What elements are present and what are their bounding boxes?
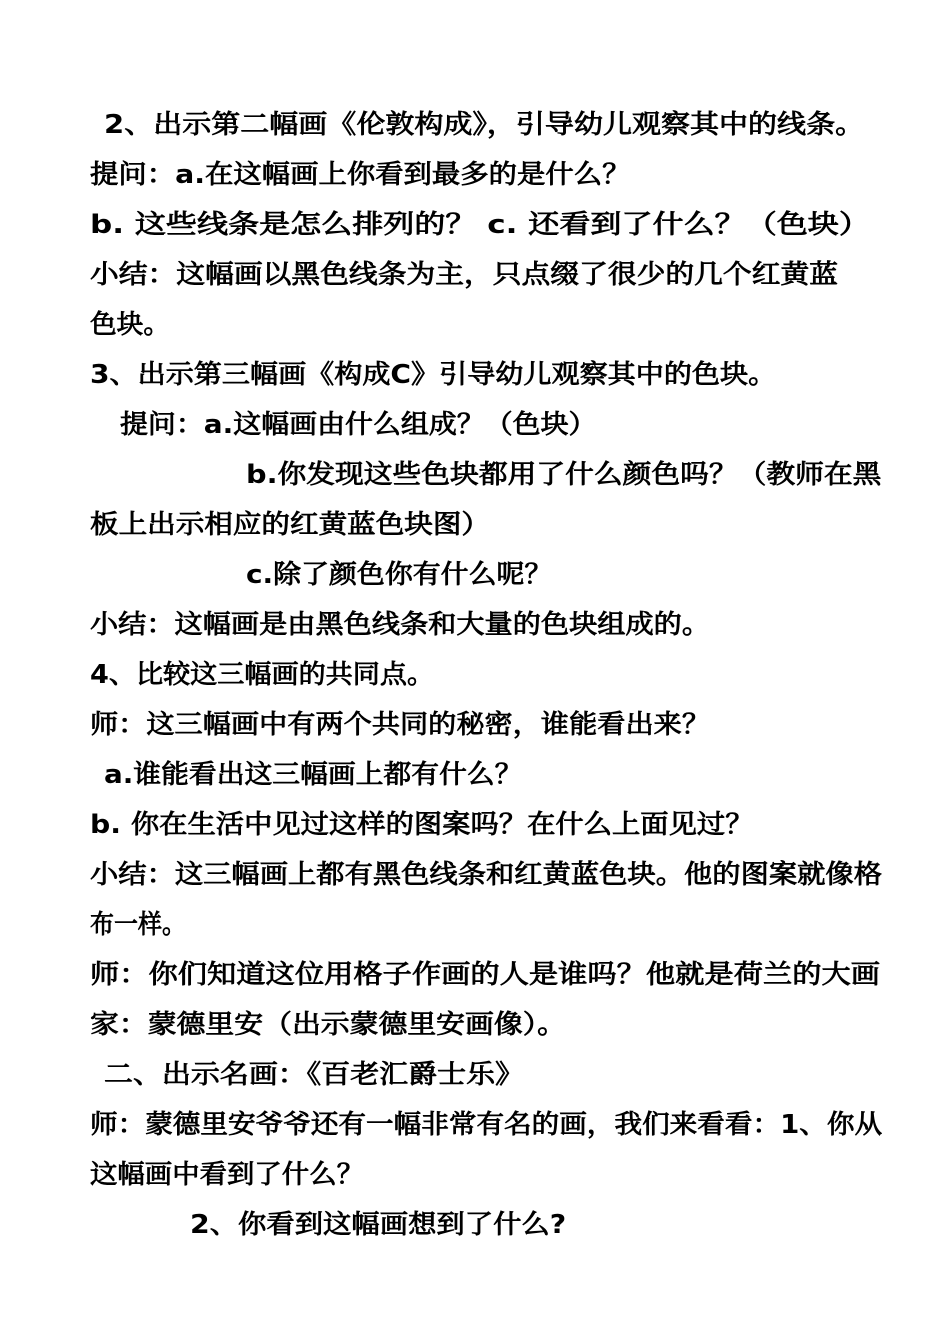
- text-line: 2、出示第二幅画《伦敦构成》，引导幼儿观察其中的线条。: [104, 110, 865, 140]
- text-line: 提问：a.在这幅画上你看到最多的是什么？: [90, 160, 631, 190]
- text-line: 小结：这幅画以黑色线条为主，只点缀了很少的几个红黄蓝: [90, 260, 839, 290]
- text-line: 3、出示第三幅画《构成C》引导幼儿观察其中的色块。: [90, 360, 777, 390]
- text-line: 家：蒙德里安（出示蒙德里安画像）。: [90, 1010, 567, 1040]
- text-line: 小结：这幅画是由黑色线条和大量的色块组成的。: [90, 610, 711, 640]
- text-line: 色块。: [90, 310, 171, 340]
- text-line: 师：这三幅画中有两个共同的秘密，谁能看出来？: [90, 710, 711, 740]
- text-line: 小结：这三幅画上都有黑色线条和红黄蓝色块。他的图案就像格: [90, 860, 883, 890]
- text-line: 师：你们知道这位用格子作画的人是谁吗？他就是荷兰的大画: [90, 960, 881, 990]
- text-line: 2、你看到这幅画想到了什么?: [190, 1210, 567, 1240]
- text-line: 布一样。: [90, 910, 187, 940]
- text-line: a.谁能看出这三幅画上都有什么？: [104, 760, 523, 790]
- text-line: 4、比较这三幅画的共同点。: [90, 660, 435, 690]
- text-line: 师：蒙德里安爷爷还有一幅非常有名的画，我们来看看：1、你从: [90, 1110, 883, 1140]
- text-line: 提问：a.这幅画由什么组成？（色块）: [120, 410, 597, 440]
- text-line: 板上出示相应的红黄蓝色块图）: [90, 510, 491, 540]
- text-line: c.除了颜色你有什么呢？: [246, 560, 553, 590]
- text-line: 二、出示名画：《百老汇爵士乐》: [104, 1060, 525, 1090]
- text-line: b. 你在生活中见过这样的图案吗？在什么上面见过？: [90, 810, 754, 840]
- text-line: b. 这些线条是怎么排列的？ c. 还看到了什么？（色块）: [90, 210, 870, 240]
- text-line: 这幅画中看到了什么？: [90, 1160, 365, 1190]
- text-line: b.你发现这些色块都用了什么颜色吗？（教师在黑: [246, 460, 882, 490]
